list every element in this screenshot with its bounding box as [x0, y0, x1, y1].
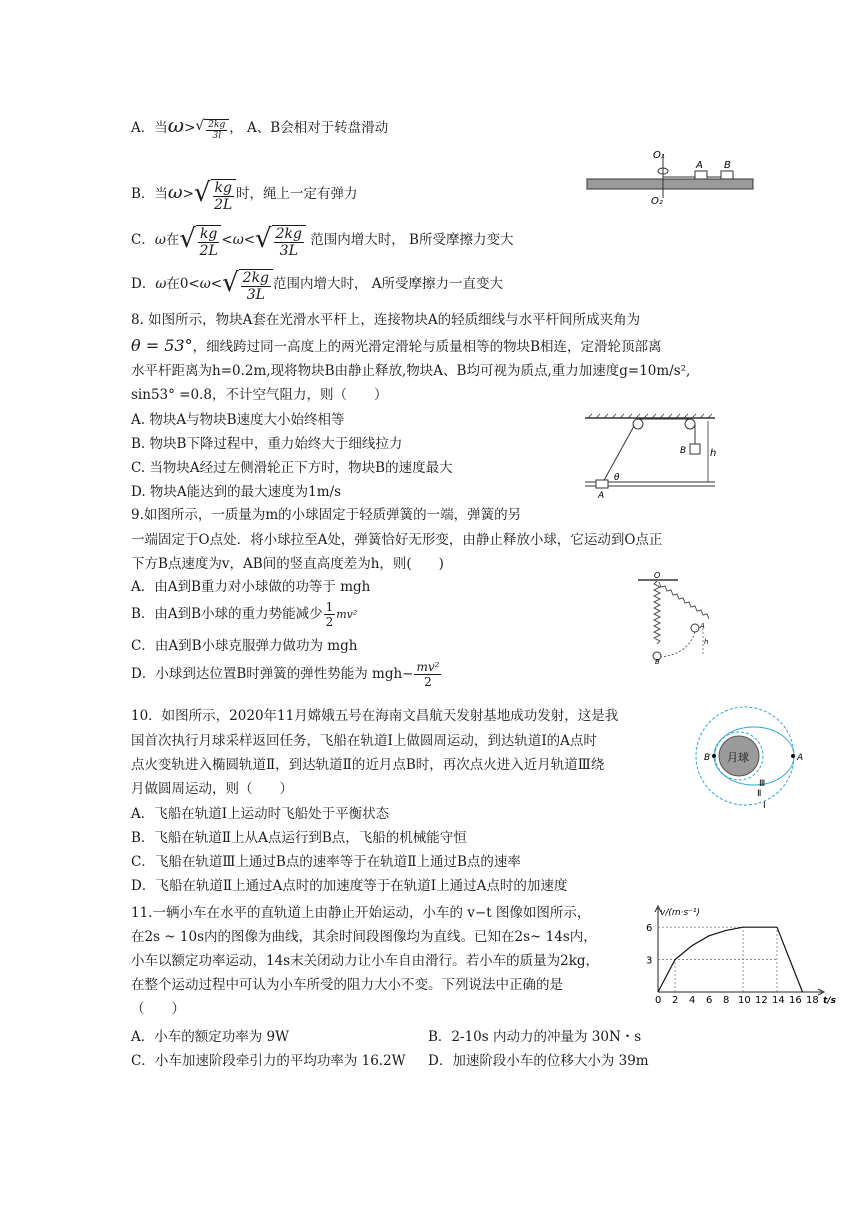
label-b: B: [680, 446, 687, 456]
q8-theta: θ = 53°: [131, 336, 193, 355]
block-a: [695, 171, 707, 179]
label-a: A: [696, 160, 703, 171]
q10-line-4: 月做圆周运动，则（ ）: [131, 781, 293, 797]
q7-option-d: D．ω在0<ω< √ $\frac{2kg}{3L}$ 范围内增大时， A所受摩擦力一直变大: [131, 268, 504, 303]
label-o2: O₂: [651, 196, 663, 207]
spring-vertical: [654, 581, 660, 644]
q7-option-a-prefix: A．当: [131, 120, 168, 136]
block-b: [690, 444, 700, 454]
block-a: [596, 480, 608, 488]
q10-option-b: B．飞船在轨道Ⅱ上从A点运行到B点，飞船的机械能守恒: [131, 830, 467, 846]
label-b: B: [704, 753, 711, 763]
x-tick-label: 6: [706, 995, 713, 1004]
q8-line-2: θ = 53°，细线跨过同一高度上的两光滑定滑轮与质量相等的物块B相连，定滑轮顶部离: [131, 336, 662, 355]
q11-option-a: A．小车的额定功率为 9W: [131, 1029, 290, 1045]
q10-line-3: 点火变轨进入椭圆轨道Ⅱ，到达轨道Ⅱ的近月点B时，再次点火进入近月轨道Ⅲ绕: [131, 757, 605, 773]
label-h: h: [704, 638, 709, 646]
q9-option-a: A．由A到B重力对小球做的功等于 mgh: [131, 579, 371, 595]
x-tick-label: 8: [723, 995, 730, 1004]
x-tick-label: 0: [655, 995, 662, 1004]
x-axis-label: t/s: [823, 996, 836, 1004]
x-tick-label: 18: [806, 995, 819, 1004]
label-o1: O₁: [653, 150, 665, 161]
q10-line-1: 10．如图所示，2020年11月嫦娥五号在海南文昌航天发射基地成功发射，这是我: [131, 708, 619, 724]
q11-line-2: 在2s ~ 10s内的图像为曲线，其余时间段图像均为直线。已知在2s~ 14s内，: [131, 929, 597, 945]
label-orbit-ii: Ⅱ: [757, 789, 762, 799]
q8-line-3: 水平杆距离为h=0.2m,现将物块B由静止释放,物块A、B均可视为质点,重力加速度g=10m/s²,: [131, 363, 691, 379]
y-tick-label: 6: [646, 923, 653, 935]
x-tick-label: 16: [789, 995, 802, 1004]
q11-line-4: 在整个运动过程中可认为小车所受的阻力大小不变。下列说法中正确的是: [131, 977, 563, 993]
q9-line-2: 一端固定于O点处．将小球拉至A处，弹簧恰好无形变，由静止释放小球，它运动到O点正: [131, 532, 663, 548]
q9-option-d: D．小球到达位置B时弹簧的弹性势能为 mgh− $\frac{\text{mv²}}{2}$: [131, 660, 440, 689]
q7-option-b-prefix: B．当: [131, 186, 168, 202]
turntable-plate: [587, 179, 753, 189]
moon-label: 月球: [727, 751, 749, 764]
point-b: [712, 754, 716, 758]
trajectory: [661, 632, 695, 657]
q10-line-2: 国首次执行月球采样返回任务，飞船在轨道Ⅰ上做圆周运动，到达轨道Ⅰ的A点时: [131, 733, 597, 749]
block-b: [721, 171, 733, 179]
label-b: B: [724, 160, 731, 171]
label-orbit-i: Ⅰ: [763, 801, 766, 811]
x-tick-label: 2: [672, 995, 679, 1004]
q7-option-b-text: 时，绳上一定有弹力: [235, 186, 358, 202]
x-tick-label: 4: [689, 995, 696, 1004]
q8-line-4: sin53° =0.8，不计空气阻力，则（ ）: [131, 387, 388, 403]
q7-option-a: A．当ω> √ $\frac{2kg}{3l}$ ， A、B会相对于转盘滑动: [131, 113, 389, 141]
q9-line-1: 9.如图所示，一质量为m的小球固定于轻质弹簧的一端，弹簧的另: [131, 507, 522, 523]
q8-option-a: A. 物块A与物块B速度大小始终相等: [131, 412, 345, 428]
label-theta: θ: [614, 473, 620, 483]
q8-option-c: C. 当物块A经过左侧滑轮正下方时，物块B的速度最大: [131, 460, 453, 476]
q7-turntable-figure: [585, 148, 755, 210]
q10-orbit-figure: [694, 704, 826, 814]
q10-option-d: D．飞船在轨道Ⅱ上通过A点时的加速度等于在轨道Ⅰ上通过A点时的加速度: [131, 878, 568, 894]
point-a: [791, 754, 795, 758]
q9-option-c: C．由A到B小球克服弹力做功为 mgh: [131, 638, 358, 654]
q7-option-b: B．当ω> √ $\frac{kg}{2L}$ 时，绳上一定有弹力: [131, 178, 358, 213]
y-axis-label: v/(m·s⁻¹): [660, 908, 701, 918]
q11-line-5: （ ）: [131, 1001, 185, 1017]
q8-option-b: B. 物块B下降过程中，重力始终大于细线拉力: [131, 436, 403, 452]
label-a: A: [598, 491, 605, 500]
q7-option-c-text: 范围内增大时， B所受摩擦力变大: [305, 232, 514, 248]
q11-line-1: 11.一辆小车在水平的直轨道上由静止开始运动，小车的 v−t 图像如图所示，: [131, 905, 591, 921]
label-a: A: [700, 622, 705, 630]
q7-option-d-prefix: D．: [131, 276, 156, 292]
q9-line-3: 下方B点速度为v，AB间的竖直高度差为h，则( ): [131, 556, 444, 572]
right-pulley: [685, 419, 695, 429]
spring-slanted: [659, 582, 709, 619]
label-h: h: [710, 448, 717, 459]
q10-option-a: A．飞船在轨道Ⅰ上运动时飞船处于平衡状态: [131, 806, 390, 822]
x-tick-label: 10: [738, 995, 751, 1004]
q11-option-b: B．2-10s 内动力的冲量为 30N・s: [428, 1029, 642, 1045]
x-tick-label: 14: [772, 995, 785, 1004]
label-o: O: [654, 572, 661, 580]
q8-pulley-figure: [580, 412, 720, 500]
label-orbit-iii: Ⅲ: [759, 779, 766, 789]
left-pulley: [633, 419, 643, 429]
q10-option-c: C．飞船在轨道Ⅲ上通过B点的速率等于在轨道Ⅱ上通过B点的速率: [131, 854, 521, 870]
q11-vt-chart: [640, 902, 840, 1004]
q7-option-d-text: 范围内增大时， A所受摩擦力一直变大: [273, 276, 504, 292]
q11-option-d: D．加速阶段小车的位移大小为 39m: [428, 1053, 649, 1069]
q11-line-3: 小车以额定功率运动，14s末关闭动力让小车自由滑行。若小车的质量为2kg，: [131, 953, 600, 969]
q11-option-c: C．小车加速阶段牵引力的平均功率为 16.2W: [131, 1053, 406, 1069]
ball-at-a: [691, 624, 699, 632]
x-tick-label: 12: [755, 995, 768, 1004]
q9-spring-figure: [628, 572, 718, 664]
y-tick-label: 3: [646, 955, 653, 967]
q8-line-1: 8. 如图所示，物块A套在光滑水平杆上，连接物块A的轻质细线与水平杆间所成夹角为: [131, 312, 641, 328]
label-a: A: [797, 753, 804, 763]
q9-option-b: B．由A到B小球的重力势能减少 $\frac{1}{2}$ mv²: [131, 600, 358, 629]
q7-option-c: C．ω在 √ $\frac{kg}{2L}$ <ω< √ $\frac{2kg}{3L}$ 范围内增大时， B所受摩擦力变大: [131, 224, 514, 259]
label-b: B: [655, 658, 660, 664]
q7-option-c-prefix: C．: [131, 232, 155, 248]
q8-option-d: D. 物块A能达到的最大速度为1m/s: [131, 484, 342, 500]
q7-option-a-text: ， A、B会相对于转盘滑动: [229, 120, 389, 136]
